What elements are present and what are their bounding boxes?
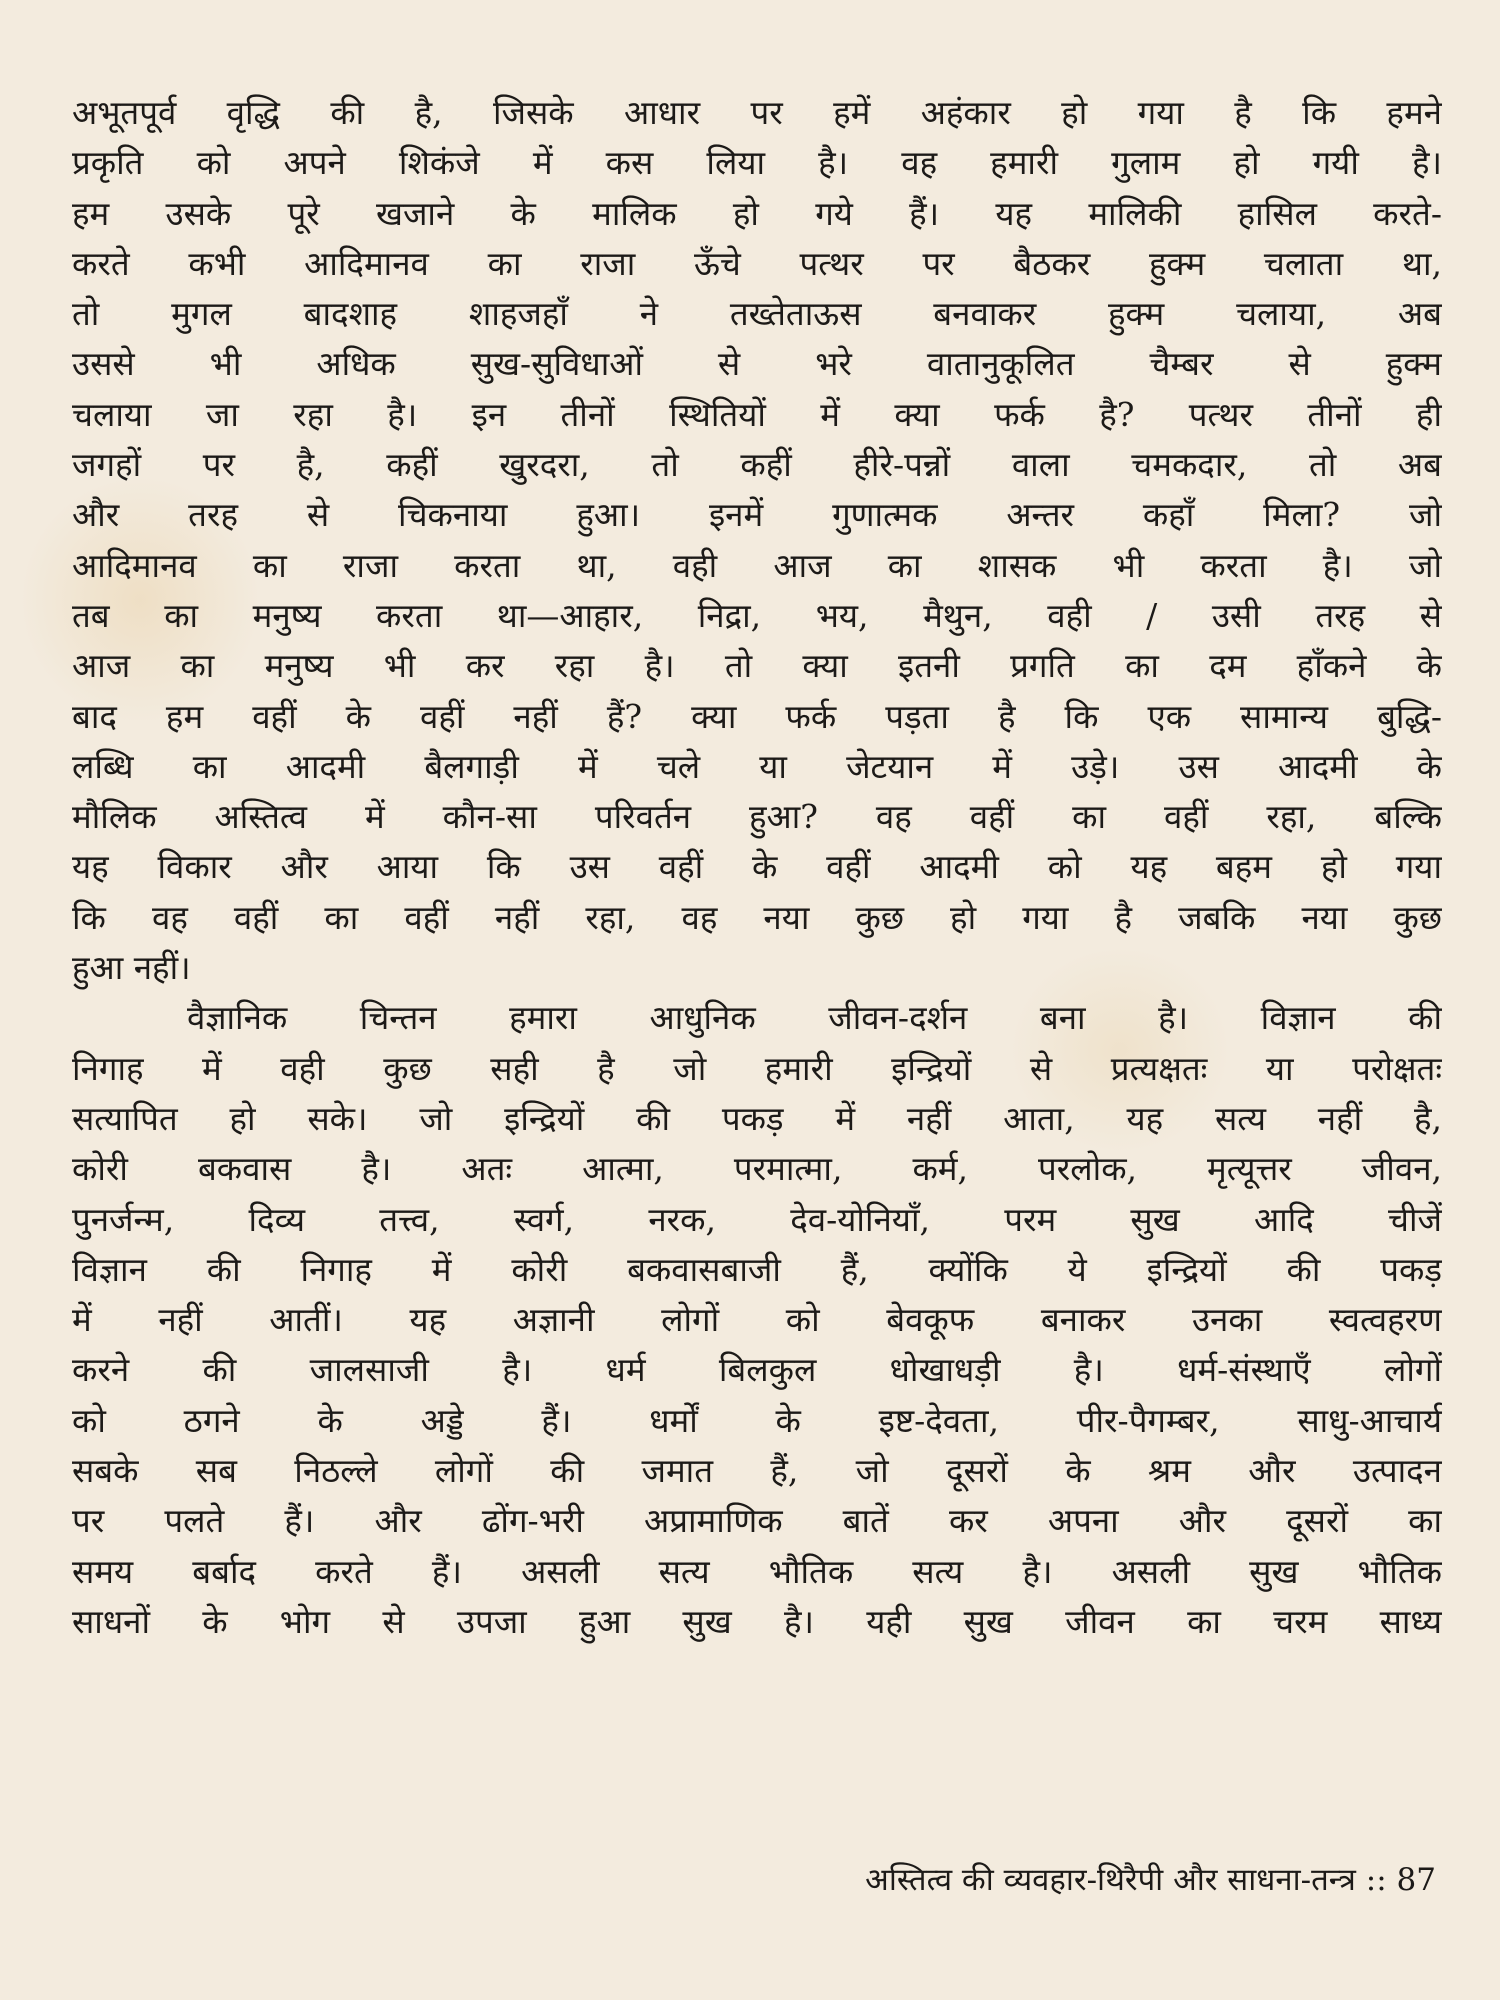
text-line: कि वह वहीं का वहीं नहीं रहा, वह नया कुछ हो गया है जबकि नया कुछ (72, 897, 1442, 937)
text-line: यह विकार और आया कि उस वहीं के वहीं आदमी को यह बहम हो गया (72, 847, 1442, 887)
text-line: उससे भी अधिक सुख-सुविधाओं से भरे वातानुकूलित चैम्बर से हुक्म (72, 344, 1442, 384)
text-line: हुआ नहीं। (72, 948, 191, 988)
text-line: बाद हम वहीं के वहीं नहीं हैं? क्या फर्क पड़ता है कि एक सामान्य बुद्धि- (72, 696, 1442, 736)
paragraph-1 (72, 88, 1442, 993)
running-title: अस्तित्व की व्यवहार-थिरैपी और साधना-तन्त्र (865, 1862, 1356, 1898)
text-line: चलाया जा रहा है। इन तीनों स्थितियों में क्या फर्क है? पत्थर तीनों ही (72, 394, 1442, 434)
footer-separator: :: (1365, 1862, 1387, 1898)
text-line: साधनों के भोग से उपजा हुआ सुख है। यही सुख जीवन का चरम साध्य (72, 1601, 1442, 1641)
text-line: और तरह से चिकनाया हुआ। इनमें गुणात्मक अन्तर कहाँ मिला? जो (72, 495, 1442, 535)
text-line: में नहीं आतीं। यह अज्ञानी लोगों को बेवकूफ बनाकर उनका स्वत्वहरण (72, 1300, 1442, 1340)
text-line: सत्यापित हो सके। जो इन्द्रियों की पकड़ में नहीं आता, यह सत्य नहीं है, (72, 1098, 1442, 1138)
text-line: लब्धि का आदमी बैलगाड़ी में चले या जेटयान में उड़े। उस आदमी के (72, 746, 1442, 786)
text-line: जगहों पर है, कहीं खुरदरा, तो कहीं हीरे-पन्नों वाला चमकदार, तो अब (72, 445, 1442, 485)
text-line: सबके सब निठल्ले लोगों की जमात हैं, जो दूसरों के श्रम और उत्पादन (72, 1451, 1442, 1491)
text-line: हम उसके पूरे खजाने के मालिक हो गये हैं। यह मालिकी हासिल करते- (72, 193, 1442, 233)
text-line: वैज्ञानिक चिन्तन हमारा आधुनिक जीवन-दर्शन बना है। विज्ञान की (187, 998, 1442, 1038)
text-line: मौलिक अस्तित्व में कौन-सा परिवर्तन हुआ? वह वहीं का वहीं रहा, बल्कि (72, 797, 1442, 837)
paragraph-2 (72, 993, 1442, 1647)
body-text (72, 88, 1442, 1647)
text-line: समय बर्बाद करते हैं। असली सत्य भौतिक सत्य है। असली सुख भौतिक (72, 1551, 1442, 1591)
page-footer (865, 1858, 1436, 1900)
text-line: को ठगने के अड्डे हैं। धर्मों के इष्ट-देवता, पीर-पैगम्बर, साधु-आचार्य (72, 1400, 1442, 1440)
text-line: कोरी बकवास है। अतः आत्मा, परमात्मा, कर्म, परलोक, मृत्यूत्तर जीवन, (72, 1149, 1442, 1189)
text-line: करते कभी आदिमानव का राजा ऊँचे पत्थर पर बैठकर हुक्म चलाता था, (72, 243, 1442, 283)
text-line: तो मुगल बादशाह शाहजहाँ ने तख्तेताऊस बनवाकर हुक्म चलाया, अब (72, 294, 1442, 334)
text-line: पर पलते हैं। और ढोंग-भरी अप्रामाणिक बातें कर अपना और दूसरों का (72, 1501, 1442, 1541)
text-line: तब का मनुष्य करता था—आहार, निद्रा, भय, मैथुन, वही / उसी तरह से (72, 595, 1442, 635)
text-line: करने की जालसाजी है। धर्म बिलकुल धोखाधड़ी है। धर्म-संस्थाएँ लोगों (72, 1350, 1442, 1390)
text-line: विज्ञान की निगाह में कोरी बकवासबाजी हैं, क्योंकि ये इन्द्रियों की पकड़ (72, 1249, 1442, 1289)
text-line: आदिमानव का राजा करता था, वही आज का शासक भी करता है। जो (72, 545, 1442, 585)
text-line: प्रकृति को अपने शिकंजे में कस लिया है। वह हमारी गुलाम हो गयी है। (72, 143, 1442, 183)
text-line: पुनर्जन्म, दिव्य तत्त्व, स्वर्ग, नरक, देव-योनियाँ, परम सुख आदि चीजें (72, 1199, 1442, 1239)
text-line: अभूतपूर्व वृद्धि की है, जिसके आधार पर हमें अहंकार हो गया है कि हमने (72, 93, 1442, 132)
page-number: 87 (1396, 1862, 1436, 1898)
text-line: आज का मनुष्य भी कर रहा है। तो क्या इतनी प्रगति का दम हाँकने के (72, 646, 1442, 686)
text-line: निगाह में वही कुछ सही है जो हमारी इन्द्रियों से प्रत्यक्षतः या परोक्षतः (72, 1048, 1442, 1088)
